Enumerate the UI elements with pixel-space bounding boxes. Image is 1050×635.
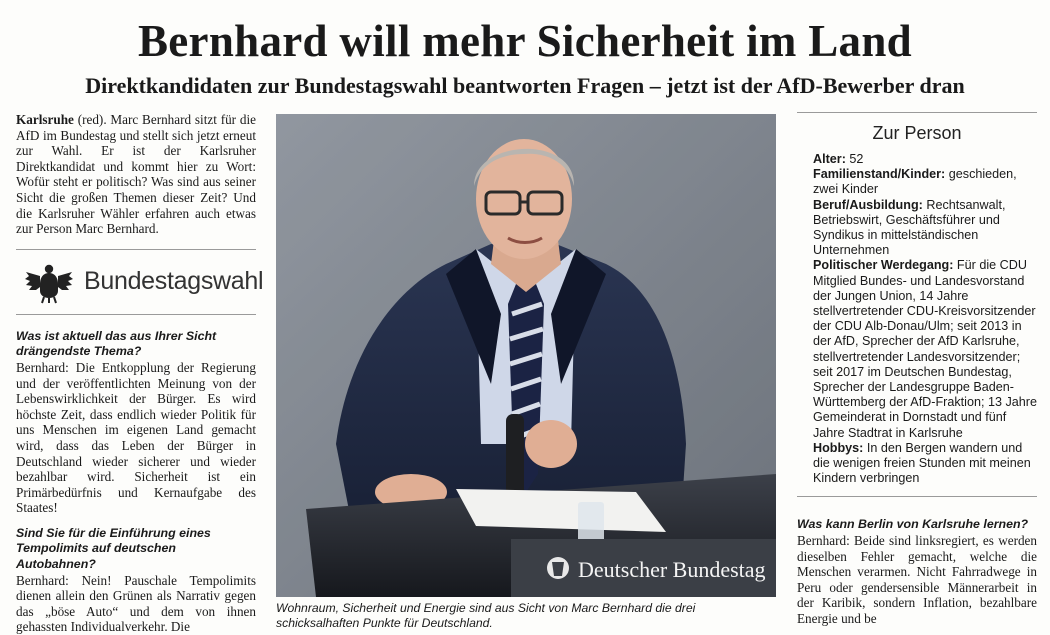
fact-label: Politischer Werdegang: <box>813 258 954 273</box>
interview-left <box>16 329 256 635</box>
divider <box>797 112 1037 113</box>
right-column <box>797 112 1037 625</box>
fact-hobbies <box>813 441 1037 487</box>
fact-value: Rechtsanwalt, Betriebswirt, Geschäftsführer und Syndikus in mittelständischen Unternehmen <box>813 197 1006 258</box>
answer: Bernhard: Die Entkopplung der Regierung und der veröffentlichten Meinung von der Lebenswirklichkeit der Bürger. Es wird höchste Zeit, dass endlich wieder Politik für uns Menschen im eigenen Land gemacht wird, dass das Leben der Bürger in Deutschland wieder sicherer und wieder bezahlbar wird. Sicherheit ist ein Primärbedürfnis und Kernaufgabe des Staates! <box>16 359 256 516</box>
fact-family <box>813 167 1037 197</box>
intro-text: (red). Marc Bernhard sitzt für die AfD im Bundestag und stellt sich jetzt erneut zur Wahl. Er ist der Karlsruher Direktkandidat und kommt hier zu Wort: Wofür steht er politisch? Was sind aus seiner Sicht die großen Themen dieser Zeit? Und die Karlsruher Wähler erfahren auch etwas zur Person Marc Bernhard. <box>16 112 256 237</box>
answer: Bernhard: Beide sind linksregiert, es werden dieselben Fehler gemacht, welche die Menschen verarmen. Nicht Fahrradwege in Peru oder gendersensible Männerarbeit in der Karibik, sondern Inflation, bezahlbare Energie und be <box>797 533 1037 627</box>
fact-label: Beruf/Ausbildung: <box>813 197 923 212</box>
fact-value: In den Bergen wandern und die wenigen freien Stunden mit meinen Kindern verbringen <box>813 440 1031 486</box>
interview-right <box>797 517 1037 626</box>
fact-value: Für die CDU Mitglied Bundes- und Landesvorstand der Jungen Union, 14 Jahre stellvertretender CDU-Kreisvorsitzender der CDU Alb-Donau/Ulm; seit 2013 in der AfD, Sprecher der AfD Karlsruhe, stellvertretender Landesvorsitzender; seit 2017 im Deutschen Bundestag, Sprecher der Landesgruppe Baden-Württemberg der AfD-Fraktion; 13 Jahre Gemeinderat in Dornstadt und fünf Jahre Stadtrat in Karlsruhe <box>813 258 1037 440</box>
question: Was ist aktuell das aus Ihrer Sicht drängendste Thema? <box>16 328 217 359</box>
fact-label: Alter: <box>813 152 846 166</box>
fact-value: geschieden, zwei Kinder <box>813 167 1017 197</box>
fact-label: Familienstand/Kinder: <box>813 167 946 182</box>
federal-eagle-icon <box>24 260 74 304</box>
question: Was kann Berlin von Karlsruhe lernen? <box>797 517 1029 532</box>
fact-career <box>813 258 1037 440</box>
left-column <box>16 112 264 635</box>
person-facts <box>797 152 1037 486</box>
divider <box>16 314 256 315</box>
question: Sind Sie für die Einführung eines Tempolimits auf deutschen Autobahnen? <box>16 525 211 572</box>
speaker-photo <box>276 114 776 597</box>
answer: Bernhard: Nein! Pauschale Tempolimits dienen allein den Grünen als Narrativ gegen das „böse Auto“ und dem von ihnen gehassten Individualverkehr. Die <box>16 572 256 635</box>
fact-label: Hobbys: <box>813 440 864 455</box>
fact-profession <box>813 198 1037 259</box>
person-box-title: Zur Person <box>872 123 962 143</box>
logo-text: Bundestagswahl <box>84 267 264 296</box>
intro-paragraph <box>16 112 256 237</box>
dateline: Karlsruhe <box>16 112 74 127</box>
subheadline: Direktkandidaten zur Bundestagswahl beantworten Fragen – jetzt ist der AfD-Bewerber dran <box>85 73 965 98</box>
divider <box>797 496 1037 497</box>
fact-age <box>813 152 1037 167</box>
election-logo <box>16 250 264 314</box>
photo-caption: Wohnraum, Sicherheit und Energie sind aus Sicht von Marc Bernhard die drei schicksalhaften Punkte für Deutschland. <box>276 601 696 630</box>
headline: Bernhard will mehr Sicherheit im Land <box>137 16 913 66</box>
fact-value: 52 <box>845 152 864 166</box>
lectern-label: Deutscher Bundestag <box>578 557 766 582</box>
